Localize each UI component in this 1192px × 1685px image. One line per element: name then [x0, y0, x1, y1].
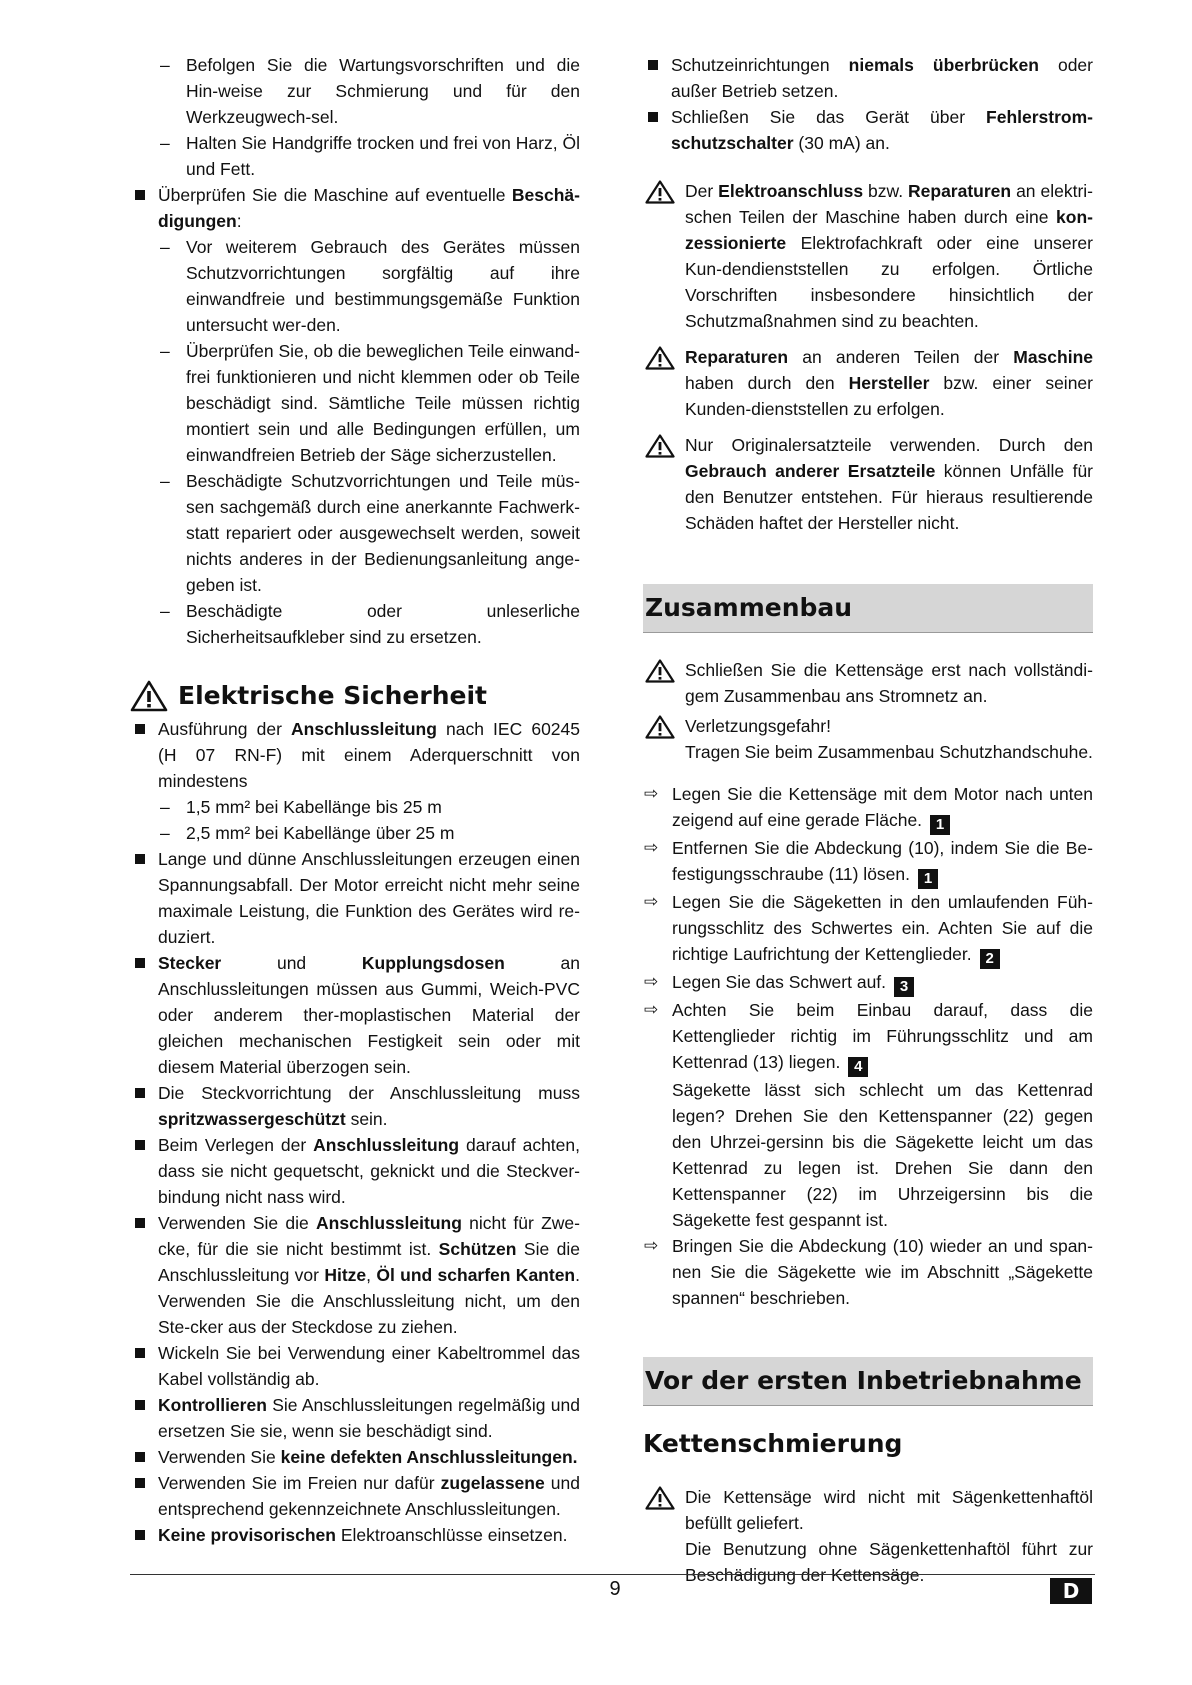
assembly-step: ⇨ Bringen Sie die Abdeckung (10) wieder an und span-nen Sie die Sägekette wie im Abschnitt „Sägekette spannen“ beschrieben. [643, 1233, 1093, 1311]
warning-triangle-icon [130, 680, 168, 712]
warning-spare-parts: Nur Originalersatzteile verwenden. Durch den Gebrauch anderer Ersatzteile können Unfälle für den Benutzer entstehen. Für hieraus resultierende Schäden haftet der Hersteller nicht. [643, 432, 1093, 536]
electrical-item: Ausführung der Anschlussleitung nach IEC 60245 (H 07 RN-F) mit einem Aderquerschnitt von mindestens [130, 716, 580, 794]
safety-item: Schließen Sie das Gerät über Fehlerstrom-schutzschalter (30 mA) an. [643, 104, 1093, 156]
chain-lubrication-heading: Kettenschmierung [643, 1429, 903, 1458]
warning-triangle-icon [645, 434, 675, 458]
assembly-step: ⇨ Legen Sie die Sägeketten in den umlaufenden Füh-rungsschlitz des Schwertes ein. Achten Sie auf die richtige Laufrichtung der Kettenglieder. 2 [643, 889, 1093, 969]
electrical-subitem: – 2,5 mm² bei Kabellänge über 25 m [130, 820, 580, 846]
electrical-item: Beim Verlegen der Anschlussleitung darauf achten, dass sie nicht gequetscht, geknickt und die Steckver-bindung nicht nass wird. [130, 1132, 580, 1210]
figure-ref-badge: 2 [980, 949, 1000, 969]
warning-triangle-icon [645, 715, 675, 739]
electrical-item: Stecker und Kupplungsdosen an Anschlussleitungen müssen aus Gummi, Weich-PVC oder anderem ther-moplastischen Material der gleichen mechanischen Festigkeit sein oder mit diesem Material überzogen sein. [130, 950, 580, 1080]
assembly-step: ⇨ Entfernen Sie die Abdeckung (10), indem Sie die Be-festigungsschraube (11) lösen. 1 [643, 835, 1093, 889]
footer-divider [130, 1574, 1095, 1575]
damage-check-item: Überprüfen Sie die Maschine auf eventuelle Beschä-digungen: [130, 182, 580, 234]
assembly-step: ⇨ Achten Sie beim Einbau darauf, dass die Kettenglieder richtig im Führungsschlitz und am Kettenrad (13) liegen. 4 Sägekette lässt sich schlecht um das Kettenrad legen? Drehen Sie den Kettenspanner (22) gegen den Uhrzei-gersinn bis die Sägekette leicht um das Kettenrad zu legen ist. Drehen Sie dann den Kettenspanner (22) im Uhrzeigersinn bis die Sägekette fest gespannt ist. [643, 997, 1093, 1233]
damage-check-subitem: – Beschädigte oder unleserliche Sicherheitsaufkleber sind zu ersetzen. [130, 598, 580, 650]
maintenance-item: – Halten Sie Handgriffe trocken und frei von Harz, Öl und Fett. [130, 130, 580, 182]
electrical-safety-heading [130, 680, 580, 712]
figure-ref-badge: 1 [918, 869, 938, 889]
electrical-subitem: – 1,5 mm² bei Kabellänge bis 25 m [130, 794, 580, 820]
assembly-step-note: Sägekette lässt sich schlecht um das Kettenrad legen? Drehen Sie den Kettenspanner (22) gegen den Uhrzei-gersinn bis die Sägekette leicht um das Kettenrad zu legen ist. Drehen Sie dann den Kettenspanner (22) im Uhrzeigersinn bis die Sägekette fest gespannt ist. [672, 1080, 1093, 1230]
damage-check-subitem: – Beschädigte Schutzvorrichtungen und Teile müs-sen sachgemäß durch eine anerkannte Fachwerk-statt repariert oder ausgewechselt werden, soweit nichts anderes in der Bedienungsanleitung ange-geben ist. [130, 468, 580, 598]
lubrication-warning: Die Kettensäge wird nicht mit Sägenkettenhaftöl befüllt geliefert. Die Benutzung ohne Sägenkettenhaftöl führt zur Beschädigung der Kettensäge. [643, 1484, 1093, 1588]
assembly-warning-gloves: Verletzungsgefahr! Tragen Sie beim Zusammenbau Schutzhandschuhe. [643, 713, 1093, 765]
language-badge: D [1050, 1578, 1092, 1604]
warning-repairs: Reparaturen an anderen Teilen der Maschine haben durch den Hersteller bzw. einer seiner Kunden-dienststellen zu erfolgen. [643, 344, 1093, 422]
damage-check-subitem: – Vor weiterem Gebrauch des Gerätes müssen Schutzvorrichtungen sorgfältig auf ihre einwandfreie und bestimmungsgemäße Funktion untersucht wer-den. [130, 234, 580, 338]
assembly-section-heading: Zusammenbau [643, 584, 1093, 633]
safety-item: Schutzeinrichtungen niemals überbrücken oder außer Betrieb setzen. [643, 52, 1093, 104]
maintenance-item: – Befolgen Sie die Wartungsvorschriften und die Hin-weise zur Schmierung und für den Werkzeugwech-sel. [130, 52, 580, 130]
electrical-item: Verwenden Sie keine defekten Anschlussleitungen. [130, 1444, 580, 1470]
electrical-item: Die Steckvorrichtung der Anschlussleitung muss spritzwassergeschützt sein. [130, 1080, 580, 1132]
assembly-warning: Schließen Sie die Kettensäge erst nach vollständi-gem Zusammenbau ans Stromnetz an. [643, 657, 1093, 709]
warning-triangle-icon [645, 180, 675, 204]
assembly-step: ⇨ Legen Sie das Schwert auf. 3 [643, 969, 1093, 997]
warning-triangle-icon [645, 1486, 675, 1510]
right-column [643, 52, 1093, 1588]
damage-check-subitem: – Überprüfen Sie, ob die beweglichen Teile einwand-frei funktionieren und nicht klemmen oder ob Teile beschädigt sind. Sämtliche Teile müssen richtig montiert sein und alle Bedingungen erfüllen, um einwandfreien Betrieb der Säge sicherzustellen. [130, 338, 580, 468]
electrical-item: Verwenden Sie die Anschlussleitung nicht für Zwe-cke, für die sie nicht bestimmt ist. Schützen Sie die Anschlussleitung vor Hitze, Öl und scharfen Kanten. Verwenden Sie die Anschlussleitung nicht, um den Ste-cker aus der Steckdose zu ziehen. [130, 1210, 580, 1340]
electrical-item: Lange und dünne Anschlussleitungen erzeugen einen Spannungsabfall. Der Motor erreicht nicht mehr seine maximale Leistung, die Funktion des Gerätes wird re-duziert. [130, 846, 580, 950]
figure-ref-badge: 3 [894, 977, 914, 997]
figure-ref-badge: 1 [930, 815, 950, 835]
electrical-item: Kontrollieren Sie Anschlussleitungen regelmäßig und ersetzen Sie sie, wenn sie beschädigt sind. [130, 1392, 580, 1444]
warning-electrical-connection: Der Elektroanschluss bzw. Reparaturen an elektri-schen Teilen der Maschine haben durch eine kon-zessionierte Elektrofachkraft oder eine unserer Kun-dendienststellen zu erfolgen. Örtliche Vorschriften insbesondere hinsichtlich der Schutzmaßnahmen sind zu beachten. [643, 178, 1093, 334]
left-column [130, 52, 580, 1548]
warning-triangle-icon [645, 659, 675, 683]
assembly-step: ⇨ Legen Sie die Kettensäge mit dem Motor nach unten zeigend auf eine gerade Fläche. 1 [643, 781, 1093, 835]
figure-ref-badge: 4 [848, 1057, 868, 1077]
warning-triangle-icon [645, 346, 675, 370]
electrical-safety-title: Elektrische Sicherheit [178, 681, 487, 710]
page-number: 9 [609, 1578, 621, 1600]
electrical-item: Verwenden Sie im Freien nur dafür zugelassene und entsprechend gekennzeichnete Anschlussleitungen. [130, 1470, 580, 1522]
electrical-item: Keine provisorischen Elektroanschlüsse einsetzen. [130, 1522, 580, 1548]
first-use-section-heading: Vor der ersten Inbetriebnahme [643, 1357, 1093, 1406]
electrical-item: Wickeln Sie bei Verwendung einer Kabeltrommel das Kabel vollständig ab. [130, 1340, 580, 1392]
